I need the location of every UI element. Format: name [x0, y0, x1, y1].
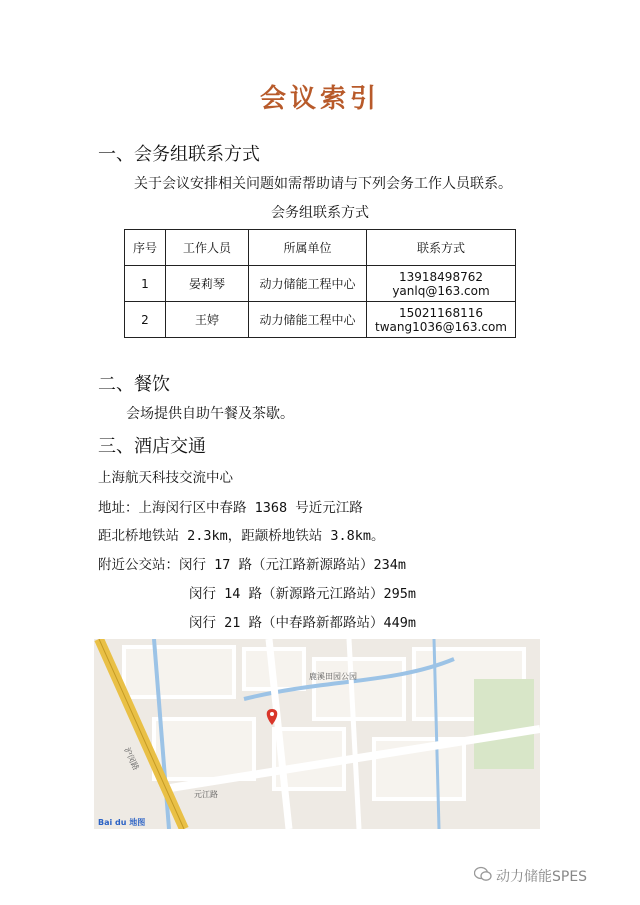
row-name: 晏莉琴 — [166, 266, 249, 302]
watermark-text: 动力储能SPES — [496, 869, 588, 885]
map-label-road: 元江路 — [194, 790, 218, 799]
map-label-park: 鹿溪田园公园 — [309, 672, 357, 681]
row-unit: 动力储能工程中心 — [249, 266, 367, 302]
hotel-name: 上海航天科技交流中心 — [98, 470, 233, 486]
contact-table — [124, 229, 516, 338]
header-unit: 所属单位 — [249, 230, 367, 266]
table-row — [125, 302, 516, 338]
section-heading-hotel: 三、酒店交通 — [98, 436, 206, 457]
wechat-icon — [474, 866, 492, 882]
catering-text: 会场提供自助午餐及茶歇。 — [126, 406, 294, 422]
row-no: 1 — [125, 266, 166, 302]
row-phone: 15021168116 — [399, 305, 483, 320]
header-staff: 工作人员 — [166, 230, 249, 266]
table-caption: 会务组联系方式 — [271, 205, 369, 221]
row-phone: 13918498762 — [399, 269, 483, 284]
hotel-bus-1: 附近公交站：闵行 17 路（元江路新源路站）234m — [98, 557, 407, 573]
table-row — [125, 266, 516, 302]
header-contact: 联系方式 — [367, 230, 516, 266]
row-contact — [367, 266, 516, 302]
location-map[interactable] — [94, 639, 540, 829]
hotel-address: 地址：上海闵行区中春路 1368 号近元江路 — [98, 500, 363, 516]
section-heading-contact: 一、会务组联系方式 — [98, 144, 260, 165]
row-unit: 动力储能工程中心 — [249, 302, 367, 338]
hotel-metro: 距北桥地铁站 2.3km，距颛桥地铁站 3.8km。 — [98, 528, 385, 544]
row-name: 王婷 — [166, 302, 249, 338]
map-graphic — [94, 639, 540, 829]
row-no: 2 — [125, 302, 166, 338]
map-logo: Bai du 地图 — [98, 818, 146, 827]
map-label-highway: 沪闵路 — [122, 746, 141, 772]
table-header-row — [125, 230, 516, 266]
hotel-bus-2: 闵行 14 路（新源路元江路站）295m — [189, 586, 417, 602]
row-contact — [367, 302, 516, 338]
row-email[interactable]: twang1036@163.com — [375, 319, 507, 334]
contact-intro: 关于会议安排相关问题如需帮助请与下列会务工作人员联系。 — [134, 176, 512, 192]
row-email[interactable]: yanlq@163.com — [392, 283, 490, 298]
map-park — [474, 679, 534, 769]
hotel-bus-3: 闵行 21 路（中春路新都路站）449m — [189, 615, 417, 631]
section-heading-catering: 二、餐饮 — [98, 374, 170, 395]
header-no: 序号 — [125, 230, 166, 266]
page-title: 会议索引 — [259, 84, 380, 114]
